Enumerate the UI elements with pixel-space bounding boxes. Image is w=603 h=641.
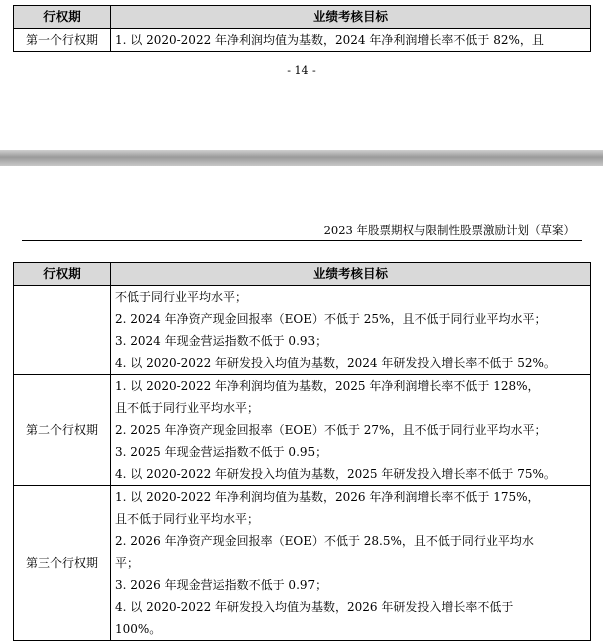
- target-line: 2. 2026 年净资产现金回报率（EOE）不低于 28.5%，且不低于同行业平均水: [115, 534, 534, 548]
- target-line: 4. 以 2020-2022 年研发投入均值为基数，2025 年研发投入增长率不低于 75%。: [115, 467, 556, 481]
- target-line: 2. 2025 年净资产现金回报率（EOE）不低于 27%，且不低于同行业平均水平；: [115, 423, 547, 437]
- header-targets: 业绩考核目标: [111, 263, 591, 286]
- header-targets: 业绩考核目标: [111, 6, 591, 29]
- header-period: 行权期: [14, 263, 111, 286]
- table-row: [14, 286, 591, 375]
- table-row: [14, 29, 591, 52]
- table-header-row: [14, 6, 591, 29]
- kpi-table-continued-top: [13, 5, 591, 52]
- target-line: 1. 以 2020-2022 年净利润均值为基数，2024 年净利润增长率不低于 82%，且: [115, 33, 544, 47]
- table-header-row: [14, 263, 591, 286]
- targets-cell: [111, 375, 591, 486]
- target-line: 4. 以 2020-2022 年研发投入均值为基数，2026 年研发投入增长率不低于: [115, 600, 514, 614]
- target-line: 1. 以 2020-2022 年净利润均值为基数，2026 年净利润增长率不低于 175%，: [115, 490, 540, 504]
- target-line: 1. 以 2020-2022 年净利润均值为基数，2025 年净利润增长率不低于 128%，: [115, 379, 540, 393]
- previous-page: [0, 0, 603, 150]
- targets-cell: [111, 486, 591, 641]
- page-separator: [0, 150, 603, 166]
- target-line: 3. 2026 年现金营运指数不低于 0.97；: [115, 578, 328, 592]
- period-cell: 第三个行权期: [14, 486, 111, 641]
- target-line: 100%。: [115, 622, 162, 636]
- page-number: - 14 -: [287, 64, 316, 77]
- targets-cell: [111, 286, 591, 375]
- target-line: 且不低于同行业平均水平；: [115, 401, 260, 415]
- table-row: [14, 486, 591, 641]
- target-line: 3. 2024 年现金营运指数不低于 0.93；: [115, 334, 328, 348]
- target-line: 4. 以 2020-2022 年研发投入均值为基数，2024 年研发投入增长率不低于 52%。: [115, 356, 556, 370]
- target-line: 且不低于同行业平均水平；: [115, 512, 260, 526]
- header-rule: [22, 240, 582, 241]
- running-head: 2023 年股票期权与限制性股票激励计划（草案）: [323, 223, 575, 237]
- kpi-table: [13, 262, 591, 641]
- target-line: 2. 2024 年净资产现金回报率（EOE）不低于 25%，且不低于同行业平均水平；: [115, 312, 547, 326]
- target-line: 平；: [115, 556, 140, 570]
- period-cell: [14, 286, 111, 375]
- target-line: 不低于同行业平均水平；: [115, 290, 248, 304]
- period-cell: 第二个行权期: [14, 375, 111, 486]
- period-cell: 第一个行权期: [14, 29, 111, 52]
- table-row: [14, 375, 591, 486]
- header-period: 行权期: [14, 6, 111, 29]
- targets-cell: [111, 29, 591, 52]
- target-line: 3. 2025 年现金营运指数不低于 0.95；: [115, 445, 328, 459]
